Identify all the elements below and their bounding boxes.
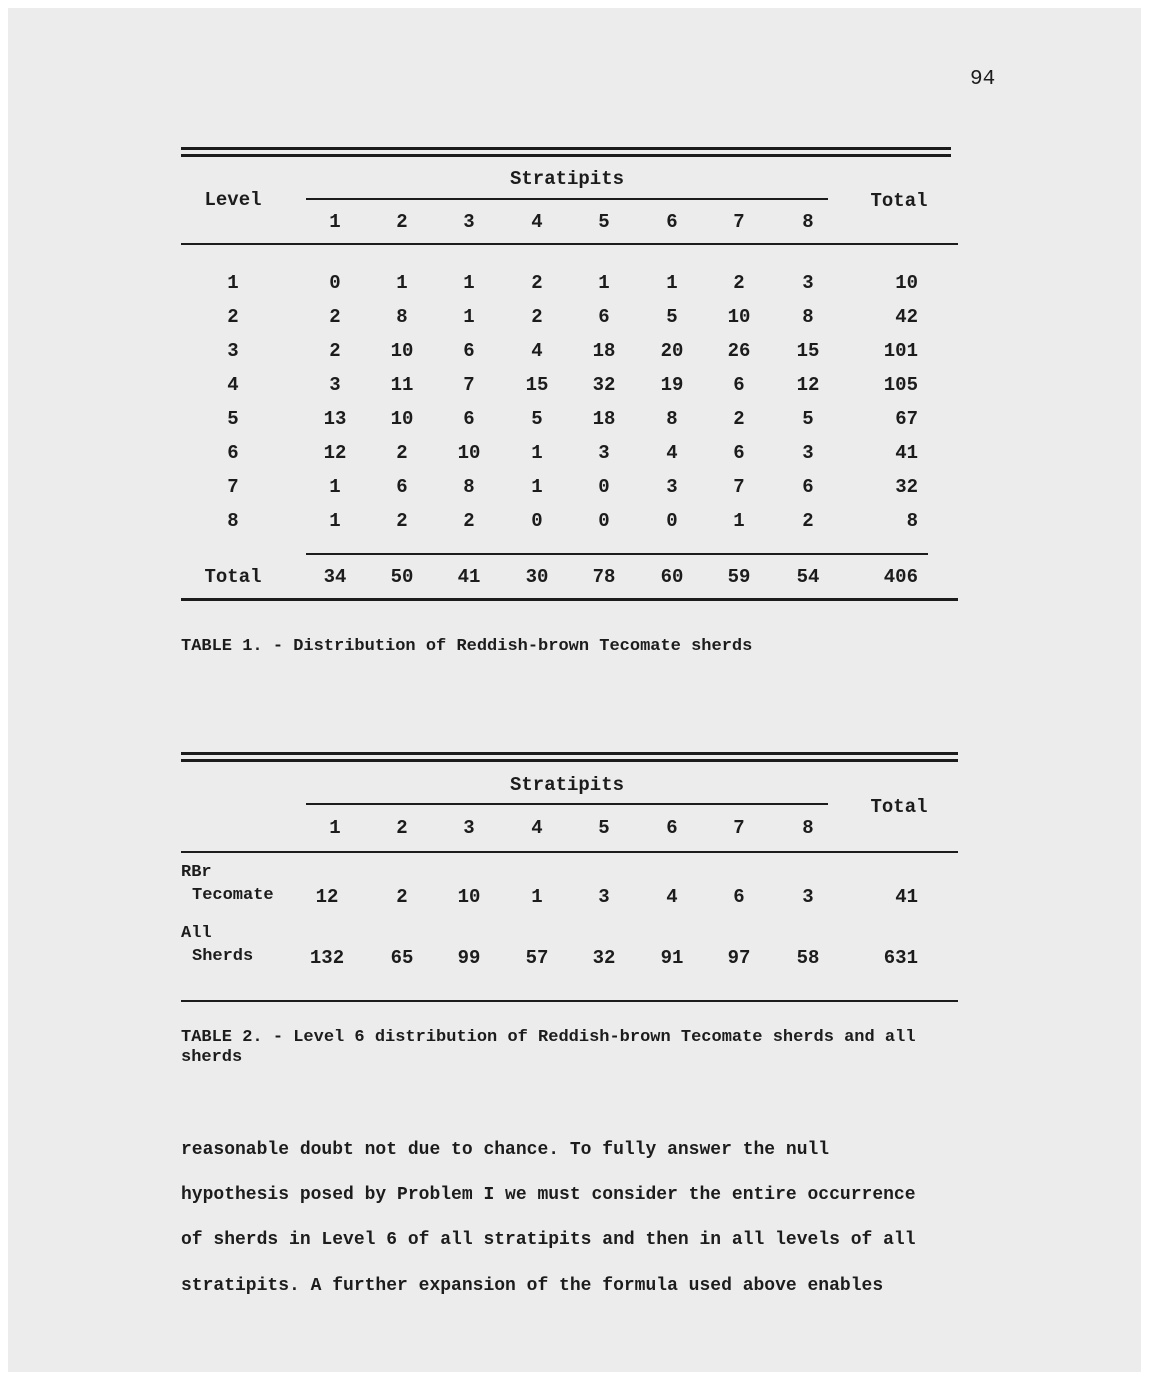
table-1-sum-rule xyxy=(306,553,928,555)
table-2-cell: 3 xyxy=(598,886,610,908)
table-1-row-total: 101 xyxy=(883,340,918,362)
table-1-group-header: Stratipits xyxy=(509,168,625,190)
table-1-column-header: 5 xyxy=(598,211,610,233)
document-page xyxy=(8,8,1141,1372)
table-1-cell: 1 xyxy=(531,442,543,464)
table-1-cell: 26 xyxy=(727,340,751,362)
table-1-cell: 2 xyxy=(396,442,408,464)
table-1-row-total: 10 xyxy=(895,272,918,294)
table-1-cell: 1 xyxy=(463,272,475,294)
table-1-top-rule-b xyxy=(181,154,951,157)
table-1-cell: 0 xyxy=(598,476,610,498)
table-1-cell: 0 xyxy=(531,510,543,532)
table-1-total-header: Total xyxy=(870,190,928,212)
table-2-cell: 2 xyxy=(396,886,408,908)
table-2-column-header: 2 xyxy=(396,817,408,839)
table-2-bottom-rule xyxy=(181,1000,958,1002)
table-1-cell: 6 xyxy=(598,306,610,328)
table-1-cell: 10 xyxy=(727,306,751,328)
table-1-cell: 0 xyxy=(329,272,341,294)
table-1-totals-cell: 34 xyxy=(323,566,347,588)
table-1-row-total: 105 xyxy=(883,374,918,396)
table-2-row-total: 631 xyxy=(883,947,918,969)
table-1-row-total: 42 xyxy=(895,306,918,328)
table-1-row-total: 32 xyxy=(895,476,918,498)
table-1-caption: TABLE 1. - Distribution of Reddish-brown Tecomate sherds xyxy=(181,637,753,656)
table-1-cell: 1 xyxy=(733,510,745,532)
table-1-cell: 3 xyxy=(666,476,678,498)
table-1-cell: 2 xyxy=(463,510,475,532)
table-1-cell: 11 xyxy=(390,374,414,396)
table-1-cell: 8 xyxy=(463,476,475,498)
table-1-row-level: 5 xyxy=(227,408,239,430)
table-1-cell: 8 xyxy=(396,306,408,328)
page-number: 94 xyxy=(970,68,996,91)
table-1-cell: 10 xyxy=(457,442,481,464)
table-1-row-level: 2 xyxy=(227,306,239,328)
table-1-row-level: 1 xyxy=(227,272,239,294)
table-1-cell: 15 xyxy=(796,340,820,362)
table-1-header-rule xyxy=(181,243,958,245)
table-1-column-header: 8 xyxy=(802,211,814,233)
table-1-cell: 18 xyxy=(592,408,616,430)
table-1-cell: 18 xyxy=(592,340,616,362)
table-2-column-header: 8 xyxy=(802,817,814,839)
table-1-cell: 15 xyxy=(525,374,549,396)
table-2-cell: 99 xyxy=(457,947,481,969)
body-line-2: hypothesis posed by Problem I we must consider the entire occurrence xyxy=(181,1185,916,1205)
table-1-cell: 1 xyxy=(329,476,341,498)
table-1-cell: 3 xyxy=(802,442,814,464)
table-2-cell: 58 xyxy=(796,947,820,969)
table-2-cell: 12 xyxy=(315,886,339,908)
table-2-group-header: Stratipits xyxy=(509,774,625,796)
table-2-column-header: 1 xyxy=(329,817,341,839)
table-1-row-level: 4 xyxy=(227,374,239,396)
table-1-cell: 1 xyxy=(329,510,341,532)
table-1-column-header: 6 xyxy=(666,211,678,233)
table-1-cell: 10 xyxy=(390,408,414,430)
table-1-totals-cell: 54 xyxy=(796,566,820,588)
table-2-cell: 3 xyxy=(802,886,814,908)
table-2-row-label-line2: Tecomate xyxy=(192,886,274,905)
table-1-cell: 10 xyxy=(390,340,414,362)
table-2-cell: 97 xyxy=(727,947,751,969)
table-1-cell: 3 xyxy=(802,272,814,294)
table-1-row-total: 8 xyxy=(906,510,918,532)
table-1-cell: 1 xyxy=(396,272,408,294)
table-1-column-header: 7 xyxy=(733,211,745,233)
table-1-cell: 8 xyxy=(666,408,678,430)
table-1-cell: 5 xyxy=(802,408,814,430)
table-2-column-header: 7 xyxy=(733,817,745,839)
table-1-cell: 13 xyxy=(323,408,347,430)
table-2-row-label-line2: Sherds xyxy=(192,947,254,966)
table-1-cell: 32 xyxy=(592,374,616,396)
table-1-top-rule-a xyxy=(181,147,951,150)
table-1-column-header: 4 xyxy=(531,211,543,233)
table-1-row-level: 8 xyxy=(227,510,239,532)
table-2-column-header: 4 xyxy=(531,817,543,839)
table-1-group-rule xyxy=(306,198,828,200)
table-1-column-header: 2 xyxy=(396,211,408,233)
table-1-cell: 6 xyxy=(396,476,408,498)
table-1-cell: 5 xyxy=(531,408,543,430)
table-1-cell: 1 xyxy=(531,476,543,498)
table-1-cell: 6 xyxy=(463,340,475,362)
table-1-cell: 2 xyxy=(329,340,341,362)
table-1-totals-label: Total xyxy=(204,566,262,588)
table-1-cell: 0 xyxy=(666,510,678,532)
table-1-cell: 2 xyxy=(733,272,745,294)
table-1-cell: 0 xyxy=(598,510,610,532)
table-1-cell: 3 xyxy=(329,374,341,396)
table-1-row-level: 6 xyxy=(227,442,239,464)
table-2-cell: 91 xyxy=(660,947,684,969)
table-1-grand-total: 406 xyxy=(883,566,918,588)
table-1-cell: 2 xyxy=(733,408,745,430)
table-1-cell: 5 xyxy=(666,306,678,328)
table-1-totals-cell: 50 xyxy=(390,566,414,588)
table-1-bottom-rule xyxy=(181,598,958,601)
body-line-1: reasonable doubt not due to chance. To fully answer the null xyxy=(181,1140,830,1160)
table-1-cell: 6 xyxy=(802,476,814,498)
table-1-row-level: 3 xyxy=(227,340,239,362)
table-1-totals-cell: 41 xyxy=(457,566,481,588)
table-2-cell: 132 xyxy=(309,947,345,969)
table-1-cell: 3 xyxy=(598,442,610,464)
body-line-3: of sherds in Level 6 of all stratipits and then in all levels of all xyxy=(181,1230,916,1250)
table-2-cell: 6 xyxy=(733,886,745,908)
table-1-cell: 2 xyxy=(396,510,408,532)
table-2-cell: 10 xyxy=(457,886,481,908)
table-2-column-header: 6 xyxy=(666,817,678,839)
table-1-cell: 1 xyxy=(598,272,610,294)
table-1-cell: 2 xyxy=(531,272,543,294)
table-1-cell: 12 xyxy=(323,442,347,464)
table-1-totals-cell: 78 xyxy=(592,566,616,588)
table-2-cell: 4 xyxy=(666,886,678,908)
table-2-cell: 57 xyxy=(525,947,549,969)
table-2-column-header: 5 xyxy=(598,817,610,839)
table-1-cell: 6 xyxy=(463,408,475,430)
table-2-top-rule-b xyxy=(181,759,958,762)
table-1-cell: 8 xyxy=(802,306,814,328)
table-1-cell: 6 xyxy=(733,442,745,464)
table-1-totals-cell: 60 xyxy=(660,566,684,588)
body-line-4: stratipits. A further expansion of the formula used above enables xyxy=(181,1276,884,1296)
table-1-cell: 19 xyxy=(660,374,684,396)
table-1-cell: 2 xyxy=(329,306,341,328)
table-2-column-header: 3 xyxy=(463,817,475,839)
table-2-total-header: Total xyxy=(870,796,928,818)
table-1-cell: 1 xyxy=(463,306,475,328)
table-2-cell: 65 xyxy=(390,947,414,969)
table-1-level-header: Level xyxy=(204,189,262,211)
table-1-cell: 7 xyxy=(463,374,475,396)
table-1-row-total: 41 xyxy=(895,442,918,464)
table-2-group-rule xyxy=(306,803,828,805)
table-1-row-level: 7 xyxy=(227,476,239,498)
table-1-cell: 6 xyxy=(733,374,745,396)
table-2-row-total: 41 xyxy=(895,886,918,908)
table-2-header-rule xyxy=(181,851,958,853)
table-1-totals-cell: 59 xyxy=(727,566,751,588)
table-1-column-header: 1 xyxy=(329,211,341,233)
table-1-cell: 4 xyxy=(666,442,678,464)
table-1-cell: 2 xyxy=(802,510,814,532)
table-1-cell: 1 xyxy=(666,272,678,294)
table-1-column-header: 3 xyxy=(463,211,475,233)
table-1-cell: 2 xyxy=(531,306,543,328)
table-1-cell: 4 xyxy=(531,340,543,362)
table-2-cell: 1 xyxy=(531,886,543,908)
table-2-cell: 32 xyxy=(592,947,616,969)
table-1-cell: 7 xyxy=(733,476,745,498)
table-1-row-total: 67 xyxy=(895,408,918,430)
table-1-cell: 20 xyxy=(660,340,684,362)
table-2-row-label-line1: All xyxy=(181,924,212,943)
table-1-totals-cell: 30 xyxy=(525,566,549,588)
table-1-cell: 12 xyxy=(796,374,820,396)
table-2-top-rule-a xyxy=(181,752,958,755)
table-2-caption: TABLE 2. - Level 6 distribution of Reddish-brown Tecomate sherds and all sherds xyxy=(181,1028,916,1067)
table-2-row-label-line1: RBr xyxy=(181,863,212,882)
